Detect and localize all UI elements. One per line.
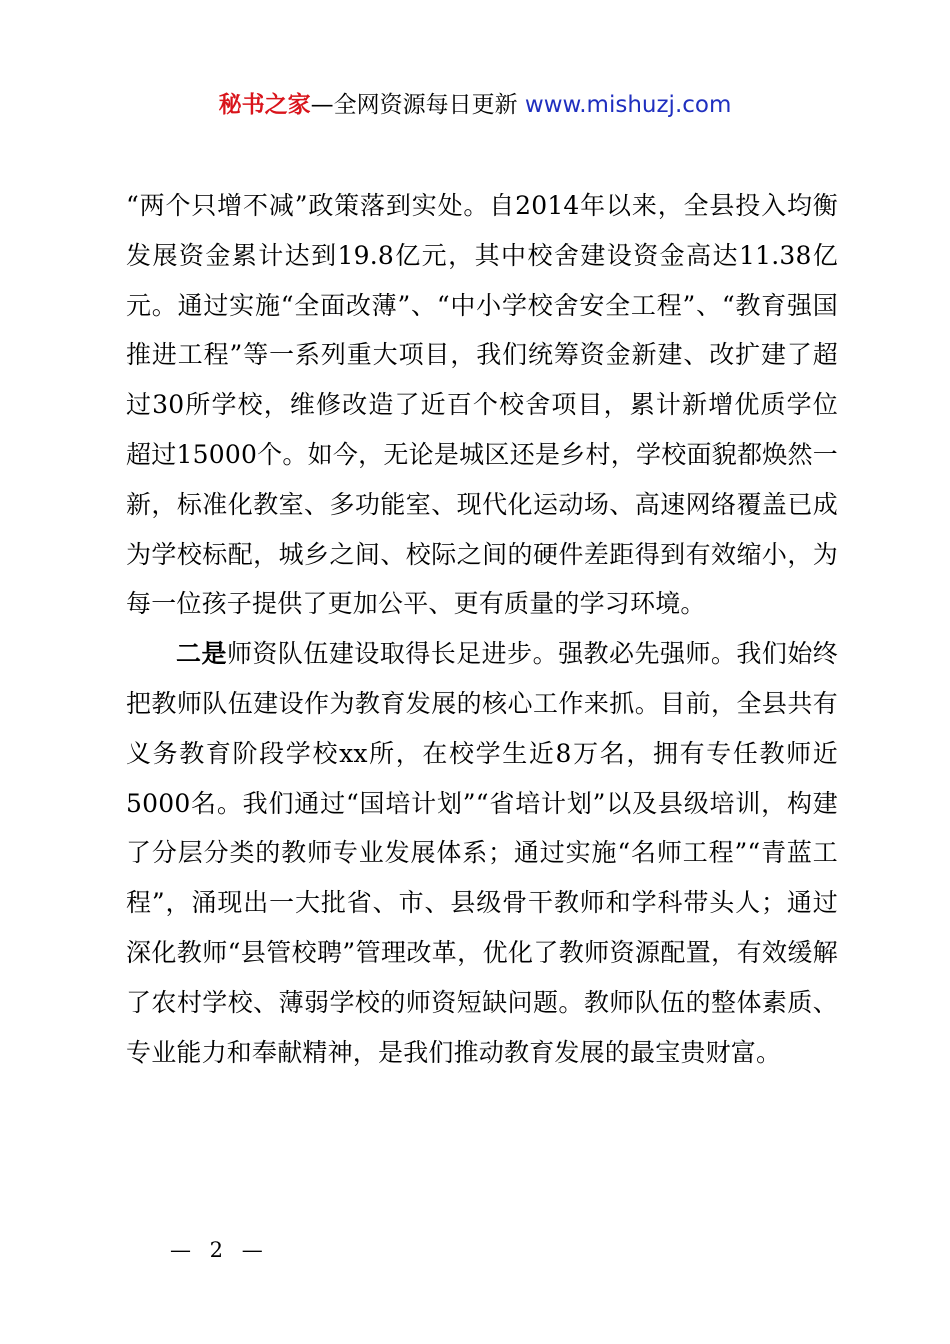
header-tagline: —全网资源每日更新 xyxy=(310,92,525,118)
site-header xyxy=(0,88,950,122)
paragraph-2 xyxy=(126,629,838,1077)
paragraph-1: “两个只增不减”政策落到实处。自2014年以来，全县投入均衡发展资金累计达到19.8亿元，其中校舍建设资金高达11.38亿元。通过实施“全面改薄”、“中小学校舍安全工程”、“教育强国推进工程”等一系列重大项目，我们统筹资金新建、改扩建了超过30所学校，维修改造了近百个校舍项目，累计新增优质学位超过15000个。如今，无论是城区还是乡村，学校面貌都焕然一新，标准化教室、多功能室、现代化运动场、高速网络覆盖已成为学校标配，城乡之间、校际之间的硬件差距得到有效缩小，为每一位孩子提供了更加公平、更有质量的学习环境。 xyxy=(126,191,838,619)
page-number: — 2 — xyxy=(170,1238,269,1262)
document-body xyxy=(126,181,838,1077)
site-url[interactable]: www.mishuzj.com xyxy=(524,92,732,118)
brand-name: 秘书之家 xyxy=(218,92,311,118)
paragraph-2-text: 师资队伍建设取得长足进步。强教必先强师。我们始终把教师队伍建设作为教育发展的核心工作来抓。目前，全县共有义务教育阶段学校xx所，在校学生近8万名，拥有专任教师近5000名。我们通过“国培计划”“省培计划”以及县级培训，构建了分层分类的教师专业发展体系；通过实施“名师工程”“青蓝工程”，涌现出一大批省、市、县级骨干教师和学科带头人；通过深化教师“县管校聘”管理改革，优化了教师资源配置，有效缓解了农村学校、薄弱学校的师资短缺问题。教师队伍的整体素质、专业能力和奉献精神，是我们推动教育发展的最宝贵财富。 xyxy=(126,639,838,1067)
paragraph-2-lead: 二是 xyxy=(176,639,227,669)
